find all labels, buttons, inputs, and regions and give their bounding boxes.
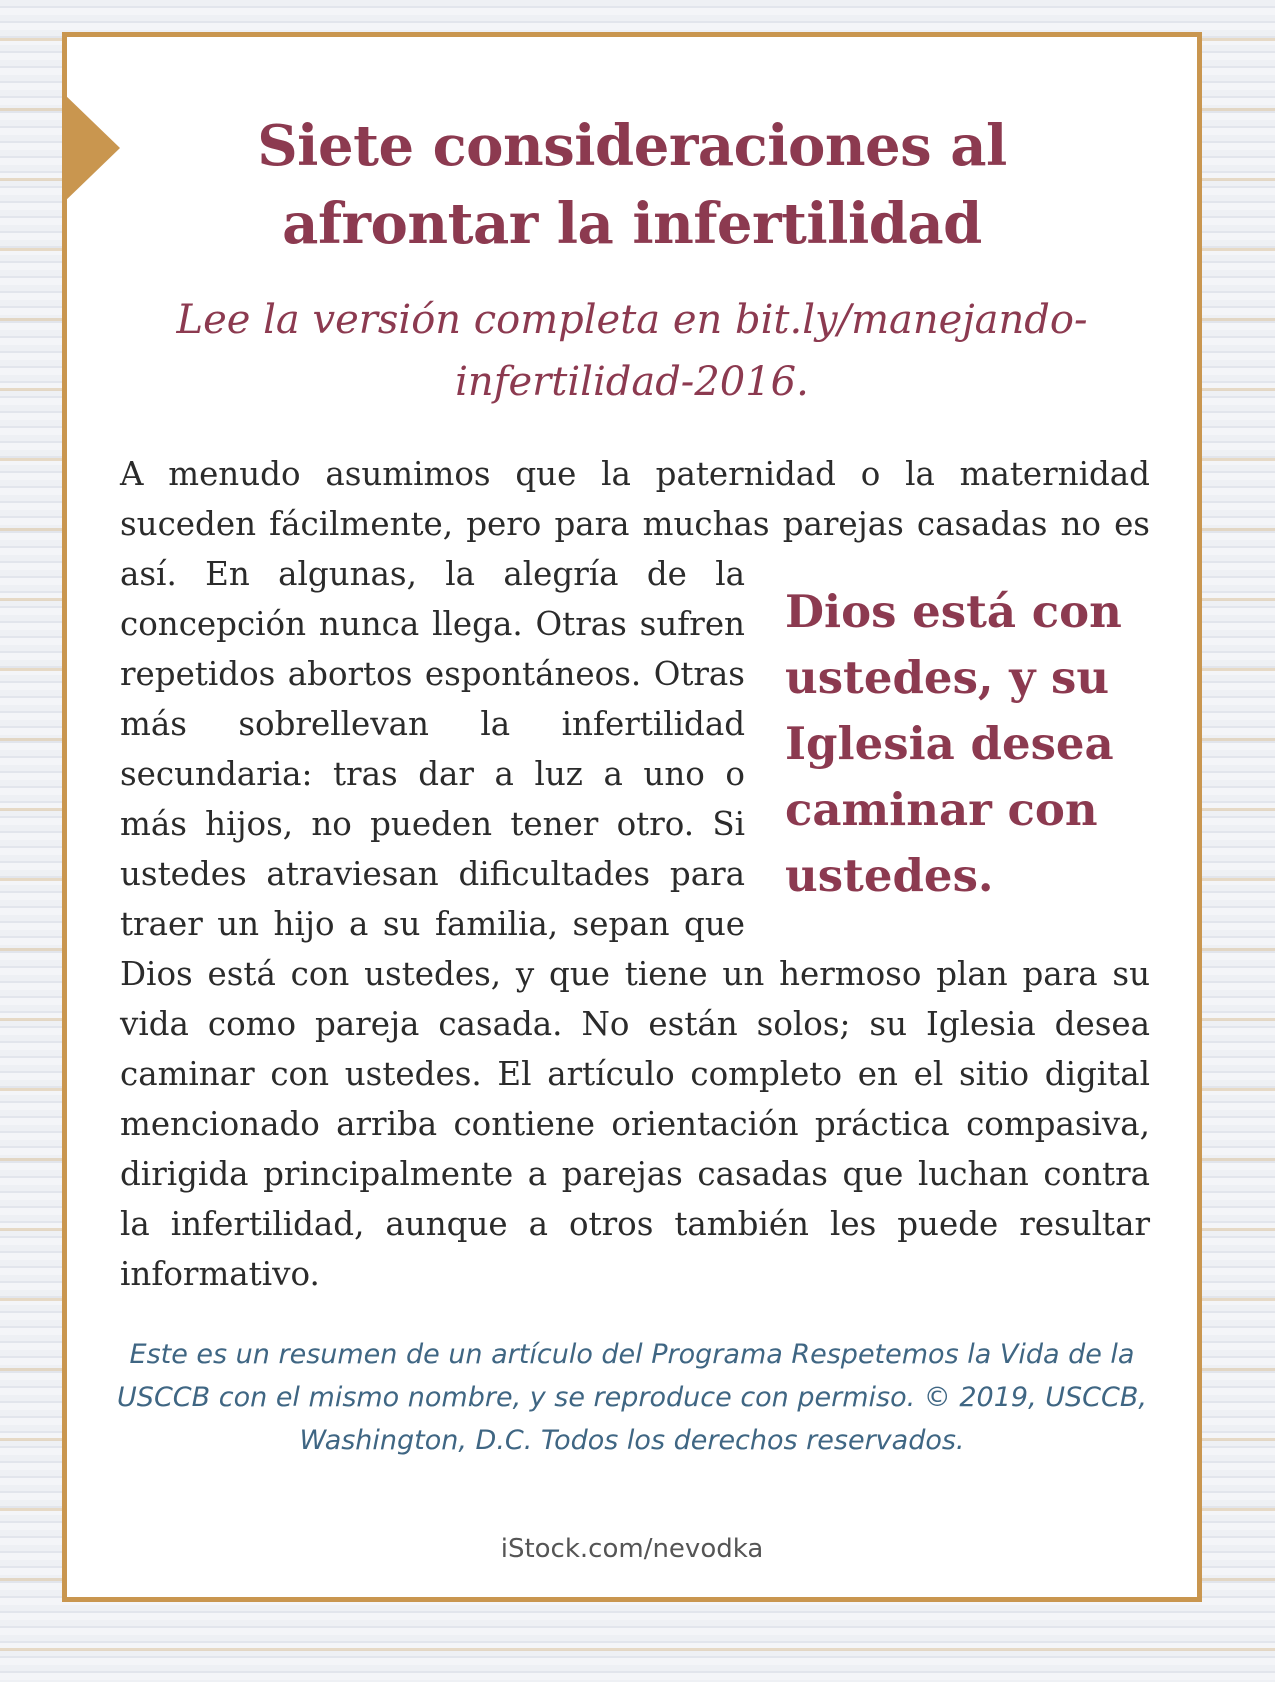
- arrow-marker-icon: [62, 92, 120, 204]
- subtitle-link-text: Lee la versión completa en bit.ly/manejando-infertilidad-2016.: [176, 297, 1088, 405]
- image-credit: iStock.com/nevodka: [500, 1534, 764, 1564]
- page-title: Siete consideraciones al afrontar la infertilidad: [257, 113, 1007, 257]
- pull-quote: Dios está con ustedes, y su Iglesia desea caminar con ustedes.: [785, 585, 1122, 902]
- copyright-note: Este es un resumen de un artículo del Programa Respetemos la Vida de la USCCB con el mismo nombre, y se reproduce con permiso. © 2019, USCCB, Washington, D.C. Todos los derechos reservados.: [117, 1339, 1147, 1456]
- body-text-block: [120, 449, 1150, 1299]
- body-paragraph: A menudo asumimos que la paternidad o la maternidad suceden fácilmente, pero para muchas parejas casadas no es así. En algunas, la alegría de la concepción nunca llega. Otras sufren repetidos abortos espontáneos. Otras más sobrellevan la infertilidad secundaria: tras dar a luz a uno o más hijos, no pueden tener otro. Si ustedes atraviesan dificultades para traer un hijo a su familia, sepan que Dios está con ustedes, y que tiene un hermoso plan para su vida como pareja casada. No están solos; su Iglesia desea caminar con ustedes. El artículo completo en el sitio digital mencionado arriba contiene orientación práctica compasiva, dirigida principalmente a parejas casadas que luchan contra la infertilidad, aunque a otros también les puede resultar informativo.: [120, 455, 1150, 1293]
- content-card: [62, 32, 1202, 1602]
